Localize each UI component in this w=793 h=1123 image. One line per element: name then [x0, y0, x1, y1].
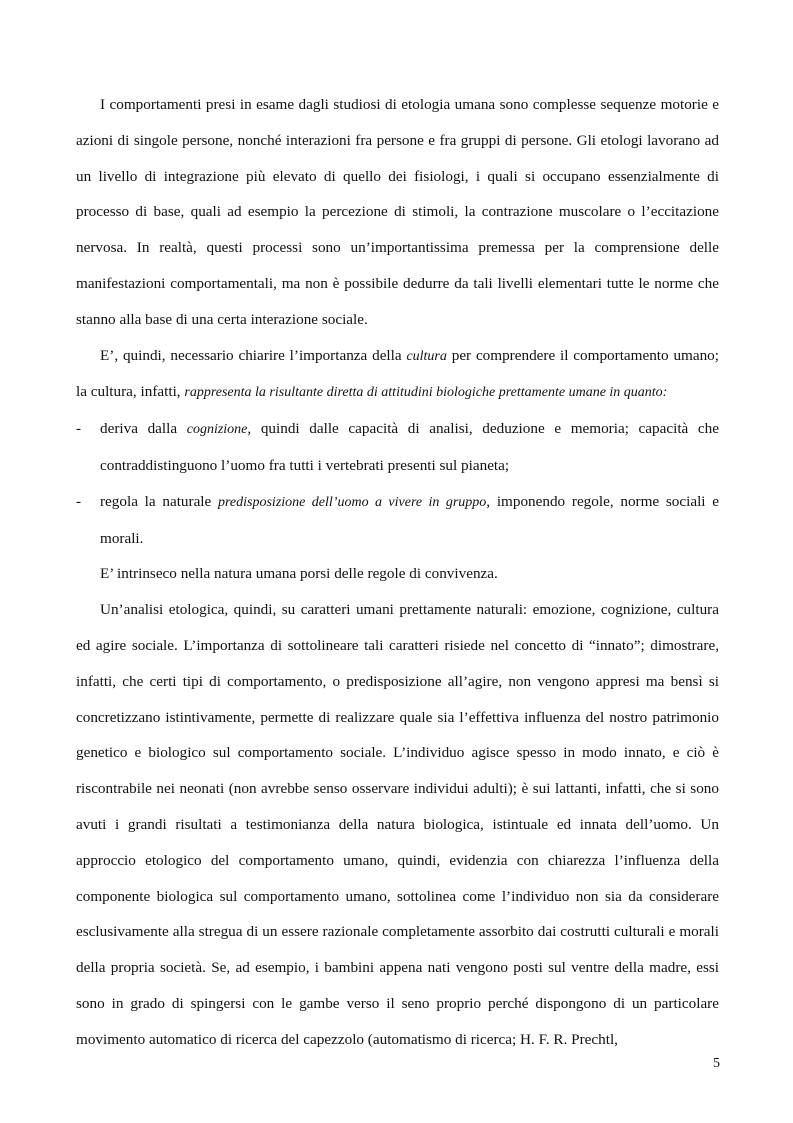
bullet-dash: - [76, 492, 82, 510]
paragraph-2-italic-cultura: cultura [406, 348, 447, 364]
paragraph-2 [76, 338, 719, 412]
bullet-dash: - [76, 420, 82, 438]
bullet-2-text-a: regola la naturale [100, 492, 218, 510]
paragraph-3: E’ intrinseco nella natura umana porsi delle regole di convivenza. [100, 565, 498, 583]
bullet-1-text-b: , quindi dalle capacità di analisi, deduzione e memoria; capacità che contraddistinguono l’uomo fra tutti i vertebrati presenti sul pianeta; [100, 420, 719, 474]
paragraph-1: I comportamenti presi in esame dagli studiosi di etologia umana sono complesse sequenze motorie e azioni di singole persone, nonché interazioni fra persone e fra gruppi di persone. Gli etologi lavorano ad un livello di integrazione più elevato di quello dei fisiologi, i quali si occupano essenzialmente di processo di base, quali ad esempio la percezione di stimoli, la contrazione muscolare o l’eccitazione nervosa. In realtà, questi processi sono un’importantissima premessa per la comprensione delle manifestazioni comportamentali, ma non è possibile dedurre da tali livelli elementari tutte le norme che stanno alla base di una certa interazione sociale. [76, 96, 719, 328]
bullet-1-italic: cognizione [186, 422, 248, 438]
bullet-1-text-a: deriva dalla [100, 420, 187, 438]
paragraph-4: Un’analisi etologica, quindi, su caratteri umani prettamente naturali: emozione, cognizione, cultura ed agire sociale. L’importanza di sottolineare tali caratteri risiede nel concetto di “innato”; dimostrare, infatti, che certi tipi di comportamento, o predisposizione all’agire, non vengono appresi ma bensì si concretizzano istintivamente, permette di realizzare quale sia l’effettiva influenza del nostro patrimonio genetico e biologico sul comportamento sociale. L’individuo agisce spesso in modo innato, e ciò è riscontrabile nei neonati (non avrebbe senso osservare individui adulti); è sui lattanti, infatti, che si sono avuti i grandi risultati a testimonianza della natura biologica, istintuale ed innata dell’uomo. Un approccio etologico del comportamento umano, quindi, evidenzia con chiarezza l’influenza della componente biologica sul comportamento umano, sottolinea come l’individuo non sia da considerare esclusivamente alla stregua di un essere razionale completamente assorbito dai costrutti culturali e morali della propria società. Se, ad esempio, i bambini appena nati vengono posti sul ventre della madre, essi sono in grado di spingersi con le gambe verso il seno proprio perché dispongono di un particolare movimento automatico di ricerca del capezzolo (automatismo di ricerca; H. F. R. Prechtl, [76, 601, 719, 1048]
bullet-2-text-b: , imponendo regole, norme sociali e morali. [100, 492, 719, 547]
page-number: 5 [713, 1056, 720, 1071]
bullet-item-2 [76, 484, 719, 557]
document-page [76, 87, 719, 1058]
paragraph-2-italic-clause: rappresenta la risultante diretta di attitudini biologiche prettamente umane in quanto: [184, 385, 668, 401]
paragraph-2-text-b: per comprendere il comportamento umano; la cultura, infatti, [76, 346, 719, 401]
paragraph-2-text-a: E’, quindi, necessario chiarire l’importanza della [100, 346, 407, 364]
bullet-item-1 [76, 411, 719, 484]
bullet-list [76, 411, 719, 556]
bullet-2-italic: predisposizione dell’uomo a vivere in gruppo [218, 494, 487, 510]
